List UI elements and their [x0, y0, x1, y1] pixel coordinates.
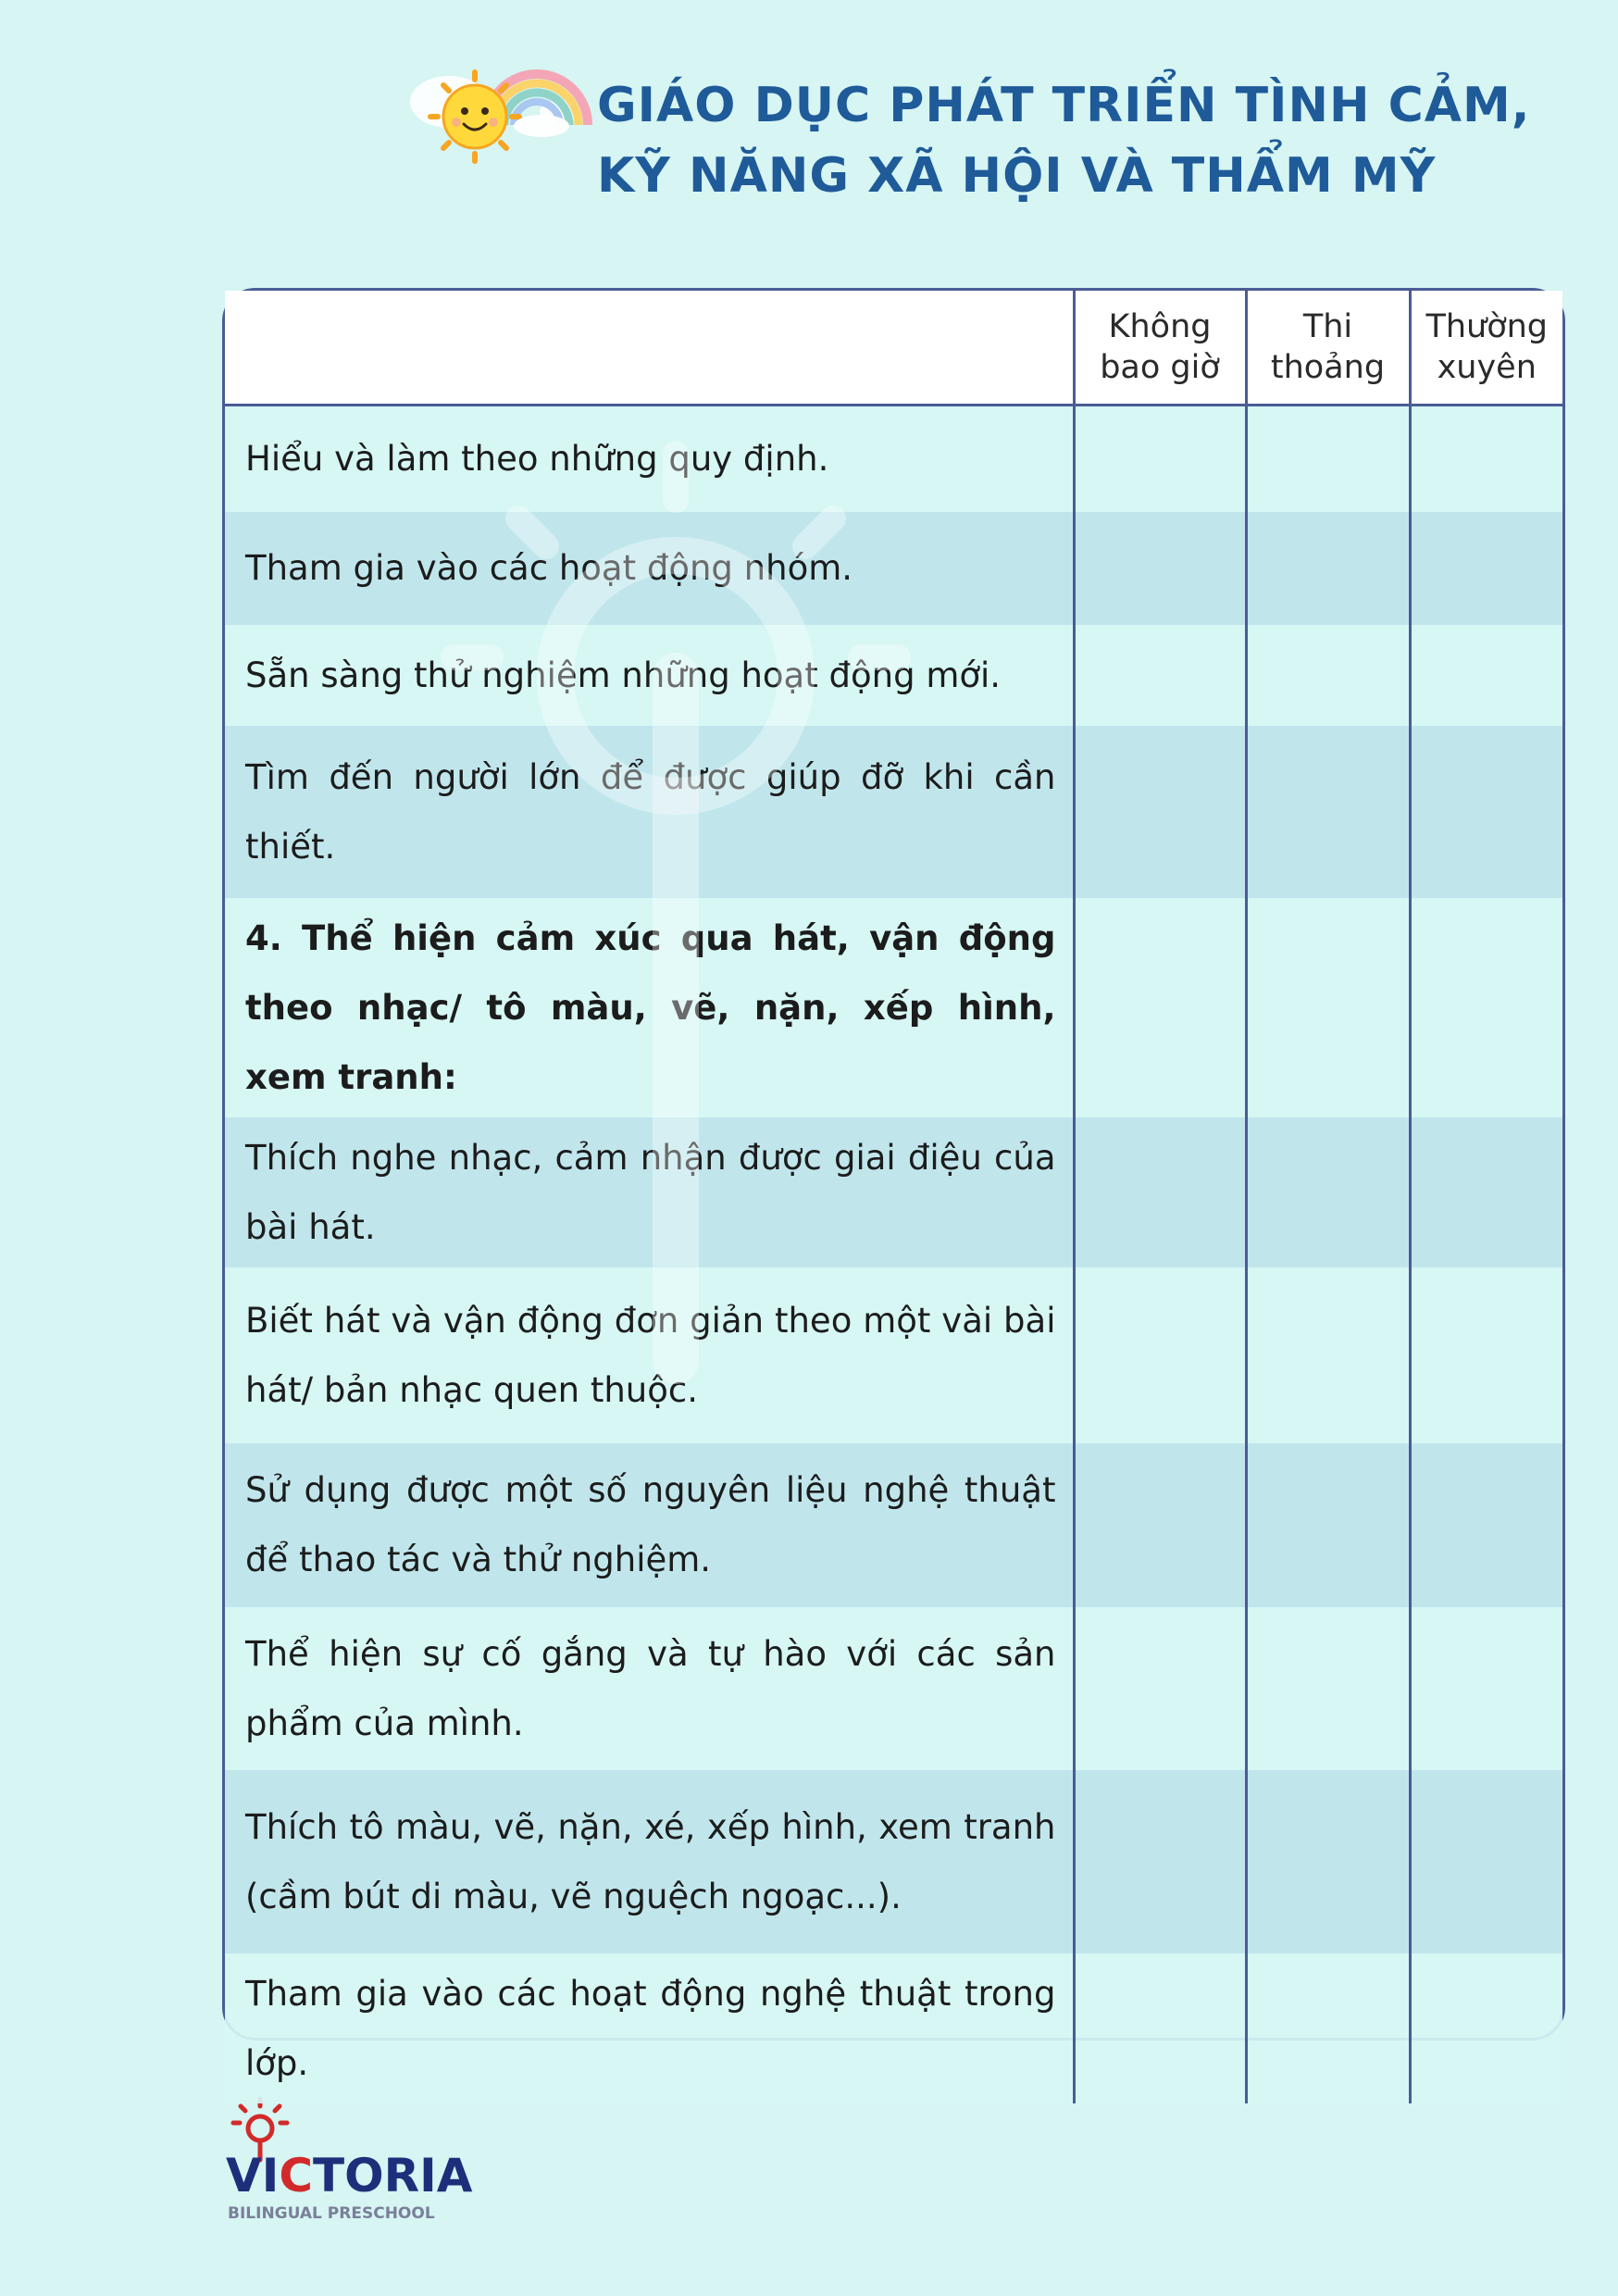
column-header-often: [1410, 291, 1562, 406]
row-description: Thích nghe nhạc, cảm nhận được giai điệu của bài hát.: [225, 1117, 1074, 1267]
table-row: [225, 726, 1562, 898]
check-cell-often[interactable]: [1410, 1607, 1562, 1770]
check-cell-often[interactable]: [1410, 1443, 1562, 1607]
check-cell-sometimes[interactable]: [1246, 1443, 1410, 1607]
header: [407, 37, 1531, 222]
check-cell-sometimes[interactable]: [1246, 1953, 1410, 2103]
check-cell-often[interactable]: [1410, 625, 1562, 726]
check-cell-never[interactable]: [1074, 1267, 1246, 1443]
check-cell-often: [1410, 898, 1562, 1117]
check-cell-never[interactable]: [1074, 1443, 1246, 1607]
column-header-sometimes-line1: Thi: [1302, 308, 1353, 345]
check-cell-never[interactable]: [1074, 512, 1246, 625]
table-row: [225, 1443, 1562, 1607]
check-cell-never[interactable]: [1074, 625, 1246, 726]
logo-name-part-1: VI: [226, 2149, 280, 2202]
check-cell-sometimes[interactable]: [1246, 726, 1410, 898]
table-row: [225, 406, 1562, 512]
section-heading: 4. Thể hiện cảm xúc qua hát, vận động theo nhạc/ tô màu, vẽ, nặn, xếp hình, xem tranh:: [225, 898, 1074, 1117]
check-cell-often[interactable]: [1410, 726, 1562, 898]
row-description: Thích tô màu, vẽ, nặn, xé, xếp hình, xem tranh (cầm bút di màu, vẽ nguệch ngoạc...).: [225, 1770, 1074, 1953]
check-cell-sometimes[interactable]: [1246, 1607, 1410, 1770]
page-title: [597, 70, 1531, 211]
check-cell-often[interactable]: [1410, 1117, 1562, 1267]
check-cell-often[interactable]: [1410, 1953, 1562, 2103]
table-row: [225, 512, 1562, 625]
column-header-never: [1074, 291, 1246, 406]
table-header-row: [225, 291, 1562, 406]
check-cell-never[interactable]: [1074, 726, 1246, 898]
check-cell-sometimes[interactable]: [1246, 1770, 1410, 1953]
table-row: [225, 1267, 1562, 1443]
column-header-never-line1: Không: [1108, 308, 1212, 345]
row-description: Hiểu và làm theo những quy định.: [225, 406, 1074, 512]
column-header-never-line2: bao giờ: [1100, 349, 1220, 386]
check-cell-sometimes[interactable]: [1246, 512, 1410, 625]
row-description: Tìm đến người lớn để được giúp đỡ khi cần thiết.: [225, 726, 1074, 898]
check-cell-never: [1074, 898, 1246, 1117]
column-header-sometimes-line2: thoảng: [1270, 349, 1386, 386]
title-line-2: KỸ NĂNG XÃ HỘI VÀ THẨM MỸ: [597, 148, 1437, 204]
table-row: [225, 1607, 1562, 1770]
row-description: Biết hát và vận động đơn giản theo một vài bài hát/ bản nhạc quen thuộc.: [225, 1267, 1074, 1443]
check-cell-never[interactable]: [1074, 1117, 1246, 1267]
table-row: [225, 1953, 1562, 2103]
row-description: Sử dụng được một số nguyên liệu nghệ thuật để thao tác và thử nghiệm.: [225, 1443, 1074, 1607]
row-description: Tham gia vào các hoạt động nhóm.: [225, 512, 1074, 625]
check-cell-sometimes[interactable]: [1246, 625, 1410, 726]
logo-name-accent: C: [279, 2149, 314, 2202]
check-cell-often[interactable]: [1410, 512, 1562, 625]
check-cell-sometimes[interactable]: [1246, 406, 1410, 512]
logo-subtitle: BILINGUAL PRESCHOOL: [228, 2204, 435, 2223]
table-row: [225, 625, 1562, 726]
check-cell-often[interactable]: [1410, 1267, 1562, 1443]
check-cell-sometimes: [1246, 898, 1410, 1117]
title-line-1: GIÁO DỤC PHÁT TRIỂN TÌNH CẢM,: [597, 78, 1531, 133]
logo-name: [226, 2149, 472, 2202]
header-blank-cell: [225, 291, 1074, 406]
column-header-sometimes: [1246, 291, 1410, 406]
check-cell-sometimes[interactable]: [1246, 1117, 1410, 1267]
section-heading-row: [225, 898, 1562, 1117]
sun-rainbow-icon: [403, 37, 588, 167]
check-cell-never[interactable]: [1074, 1770, 1246, 1953]
table-row: [225, 1117, 1562, 1267]
victoria-logo: [222, 2097, 473, 2227]
row-description: Sẵn sàng thử nghiệm những hoạt động mới.: [225, 625, 1074, 726]
row-description: Tham gia vào các hoạt động nghệ thuật trong lớp.: [225, 1953, 1074, 2103]
check-cell-never[interactable]: [1074, 1953, 1246, 2103]
check-cell-never[interactable]: [1074, 1607, 1246, 1770]
column-header-often-line1: Thường: [1425, 308, 1549, 345]
check-cell-often[interactable]: [1410, 406, 1562, 512]
check-cell-often[interactable]: [1410, 1770, 1562, 1953]
check-cell-never[interactable]: [1074, 406, 1246, 512]
logo-name-part-2: TORIA: [313, 2149, 473, 2202]
assessment-table: [222, 288, 1565, 2083]
column-header-often-line2: xuyên: [1437, 349, 1537, 386]
check-cell-sometimes[interactable]: [1246, 1267, 1410, 1443]
row-description: Thể hiện sự cố gắng và tự hào với các sản phẩm của mình.: [225, 1607, 1074, 1770]
table-row: [225, 1770, 1562, 1953]
